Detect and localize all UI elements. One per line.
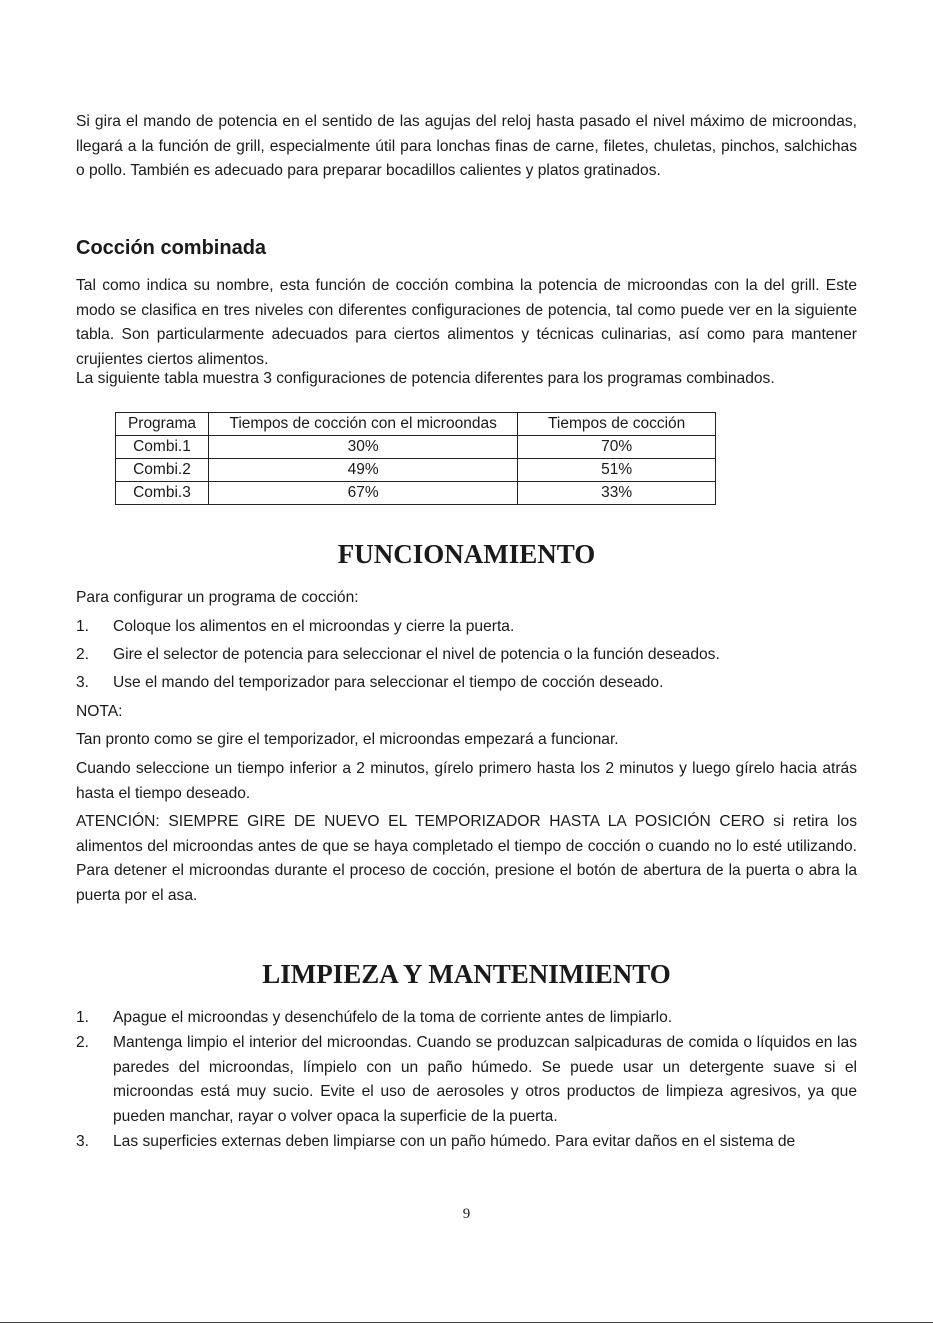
step-number: 1. — [76, 1009, 90, 1026]
step-number: 2. — [76, 646, 90, 663]
combined-cooking-paragraph: Tal como indica su nombre, esta función de cocción combina la potencia de microondas con la del grill. Este modo se clasifica en tres niveles con diferentes configuraciones de potencia, tal como puede ver en la siguiente tabla. Son particularmente adecuados para ciertos alimentos y técnicas culinarias, así como para mantener crujientes ciertos alimentos. — [76, 277, 857, 368]
page-bottom-rule — [0, 1322, 933, 1323]
table-header-cell: Tiempos de cocción con el microondas — [208, 413, 517, 436]
table-cell: Combi.3 — [116, 482, 209, 505]
table-intro: La siguiente tabla muestra 3 configuraciones de potencia diferentes para los programas combinados. — [76, 370, 775, 387]
attention-text: ATENCIÓN: SIEMPRE GIRE DE NUEVO EL TEMPORIZADOR HASTA LA POSICIÓN CERO si retira los alimentos del microondas antes de que se haya completado el tiempo de cocción o cuando no lo esté utilizando. Para detener el microondas durante el proceso de cocción, presione el botón de abertura de la puerta o abra la puerta por el asa. — [76, 813, 857, 904]
table-header-cell: Programa — [116, 413, 209, 436]
step-text: Coloque los alimentos en el microondas y cierre la puerta. — [113, 618, 515, 635]
cleaning-step — [76, 1006, 857, 1031]
step-text: Gire el selector de potencia para seleccionar el nivel de potencia o la función deseados. — [113, 646, 720, 663]
operation-step — [76, 643, 857, 668]
step-number: 3. — [76, 1133, 90, 1150]
table-row — [116, 459, 716, 482]
table-header-cell: Tiempos de cocción — [518, 413, 716, 436]
cleaning-step — [76, 1031, 857, 1129]
operation-step — [76, 671, 857, 696]
table-header-row — [116, 413, 716, 436]
table-cell: 49% — [208, 459, 517, 482]
combi-programs-table — [115, 412, 716, 505]
table-cell: Combi.1 — [116, 436, 209, 459]
table-cell: Combi.2 — [116, 459, 209, 482]
table-cell: 67% — [208, 482, 517, 505]
step-number: 3. — [76, 674, 90, 691]
table-cell: 70% — [518, 436, 716, 459]
note-text: Tan pronto como se gire el temporizador, el microondas empezará a funcionar. — [76, 731, 619, 748]
step-text: Mantenga limpio el interior del microondas. Cuando se produzcan salpicaduras de comida o líquidos en las paredes del microondas, límpielo con un paño húmedo. Se puede usar un detergente suave si el microondas está muy sucio. Evite el uso de aerosoles y otros productos de limpieza agresivos, ya que pueden manchar, rayar o volver opaca la superficie de la puerta. — [113, 1034, 857, 1125]
table-row — [116, 482, 716, 505]
table-cell: 51% — [518, 459, 716, 482]
intro-paragraph: Si gira el mando de potencia en el sentido de las agujas del reloj hasta pasado el nivel máximo de microondas, llegará a la función de grill, especialmente útil para lonchas finas de carne, filetes, chuletas, pinchos, salchichas o pollo. También es adecuado para preparar bocadillos calientes y platos gratinados. — [76, 113, 857, 180]
table-cell: 33% — [518, 482, 716, 505]
step-text: Apague el microondas y desenchúfelo de la toma de corriente antes de limpiarlo. — [113, 1009, 673, 1026]
operation-intro: Para configurar un programa de cocción: — [76, 589, 359, 606]
operation-title: FUNCIONAMIENTO — [337, 539, 596, 569]
step-number: 2. — [76, 1034, 90, 1051]
note-label: NOTA: — [76, 703, 123, 720]
step-number: 1. — [76, 618, 90, 635]
note-text: Cuando seleccione un tiempo inferior a 2 minutos, gírelo primero hasta los 2 minutos y luego gírelo hacia atrás hasta el tiempo deseado. — [76, 760, 857, 802]
operation-step — [76, 615, 857, 640]
table-cell: 30% — [208, 436, 517, 459]
table-row — [116, 436, 716, 459]
combined-cooking-heading: Cocción combinada — [76, 237, 267, 259]
page-number: 9 — [462, 1206, 471, 1222]
step-text: Use el mando del temporizador para seleccionar el tiempo de cocción deseado. — [113, 674, 664, 691]
cleaning-title: LIMPIEZA Y MANTENIMIENTO — [262, 959, 671, 989]
step-text: Las superficies externas deben limpiarse con un paño húmedo. Para evitar daños en el sistema de — [113, 1133, 796, 1150]
cleaning-step — [76, 1130, 857, 1155]
